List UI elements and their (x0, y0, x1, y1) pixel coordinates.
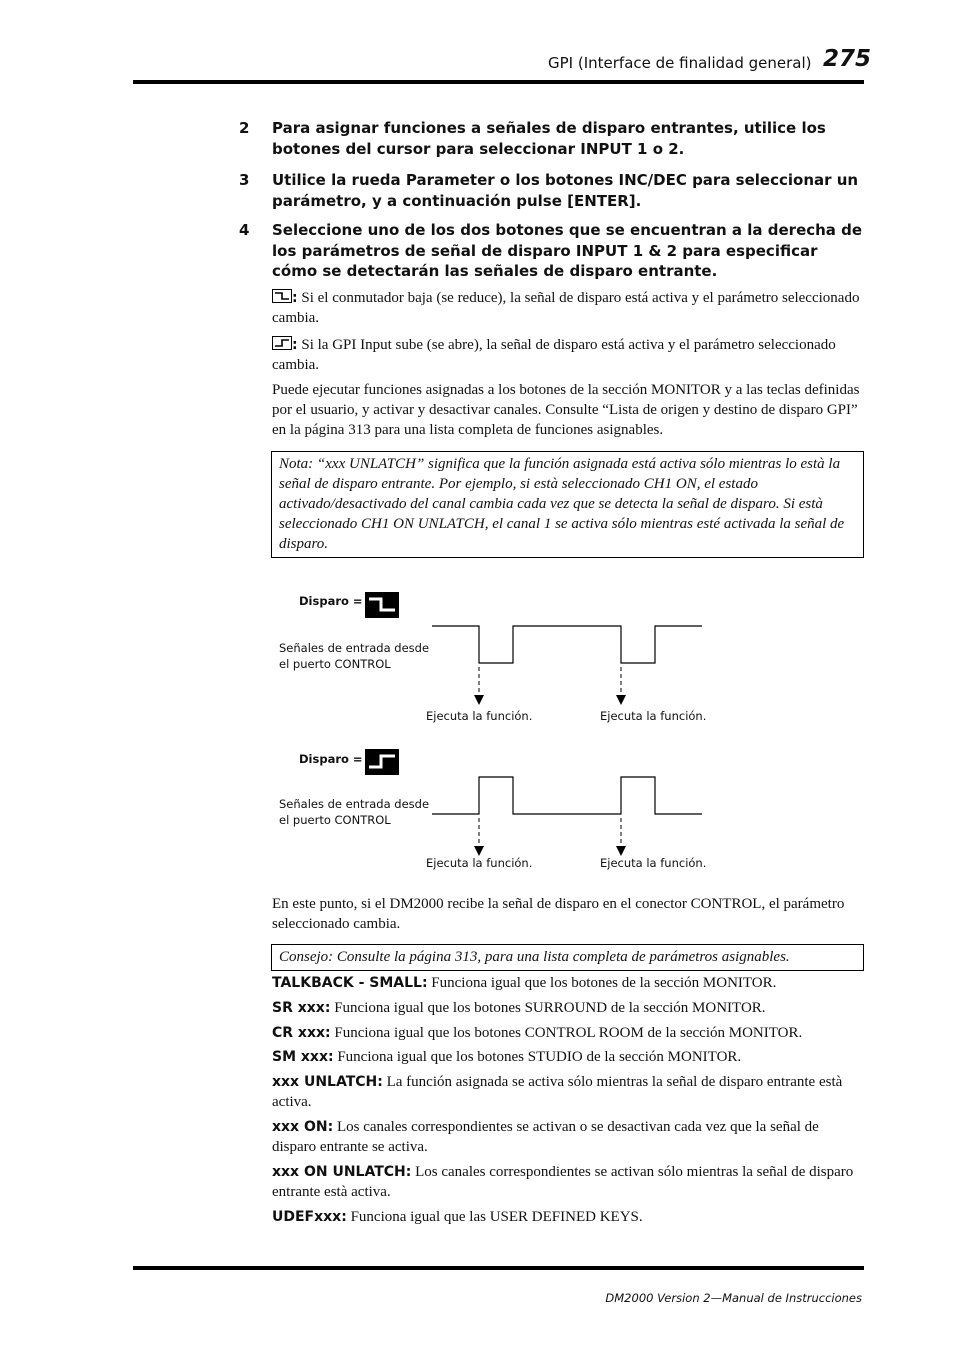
definition-talkback: TALKBACK - SMALL: Funciona igual que los botones de la sección MONITOR. (272, 975, 777, 991)
execute-label: Ejecuta la función. (426, 709, 533, 723)
falling-trigger-text: Si el conmutador baja (se reduce), la señal de disparo está activa y el parámetro seleccionado cambia. (272, 290, 860, 326)
step-number: 4 (239, 221, 250, 239)
tip-box: Consejo: Consulte la página 313, para una lista completa de parámetros asignables. (271, 944, 864, 971)
trigger-label: Disparo = (299, 752, 363, 766)
falling-trigger-description: : Si el conmutador baja (se reduce), la señal de disparo está activa y el parámetro seleccionado cambia. (272, 290, 860, 326)
execute-label: Ejecuta la función. (600, 856, 707, 870)
definition-udef: UDEFxxx: Funciona igual que las USER DEFINED KEYS. (272, 1209, 643, 1225)
signal-label: Señales de entrada desde el puerto CONTROL (279, 641, 430, 671)
point-paragraph: En este punto, si el DM2000 recibe la señal de disparo en el conector CONTROL, el parámetro seleccionado cambia. (272, 896, 845, 932)
page-number: 275 (823, 46, 872, 72)
rising-trigger-icon (365, 749, 399, 775)
functions-paragraph: Puede ejecutar funciones asignadas a los botones de la sección MONITOR y a las teclas definidas por el usuario, y activar y desactivar canales. Consulte “Lista de origen y destino de disparo GPI” en la página 313 para una lista completa de funciones asignables. (272, 382, 860, 438)
rising-trigger-text: Si la GPI Input sube (se abre), la señal de disparo está activa y el parámetro seleccionado cambia. (272, 337, 836, 373)
footer-rule (133, 1266, 864, 1270)
definition-on: xxx ON: Los canales correspondientes se activan o se desactivan cada vez que la señal de disparo entrante se activa. (272, 1119, 819, 1155)
definition-cr: CR xxx: Funciona igual que los botones CONTROL ROOM de la sección MONITOR. (272, 1025, 803, 1041)
step-text: Utilice la rueda Parameter o los botones INC/DEC para seleccionar un parámetro, y a continuación pulse [ENTER]. (272, 171, 859, 210)
falling-edge-icon (272, 289, 292, 303)
definition-sm: SM xxx: Funciona igual que los botones STUDIO de la sección MONITOR. (272, 1049, 742, 1065)
rising-edge-icon (272, 336, 292, 350)
step-text: Seleccione uno de los dos botones que se encuentran a la derecha de los parámetros de señal de disparo INPUT 1 & 2 para especificar cómo se detectarán las señales de disparo entrante. (272, 221, 863, 280)
trigger-label: Disparo = (299, 594, 363, 608)
definition-on-unlatch: xxx ON UNLATCH: Los canales correspondientes se activan sólo mientras la señal de disparo entrante està activa. (272, 1164, 854, 1200)
footer-text: DM2000 Version 2—Manual de Instrucciones (605, 1291, 862, 1305)
step-number: 3 (239, 171, 250, 189)
step-number: 2 (239, 119, 250, 137)
falling-signal-waveform (420, 615, 720, 715)
execute-label: Ejecuta la función. (600, 709, 707, 723)
definition-sr: SR xxx: Funciona igual que los botones SURROUND de la sección MONITOR. (272, 1000, 766, 1016)
step-text: Para asignar funciones a señales de disparo entrantes, utilice los botones del cursor para seleccionar INPUT 1 o 2. (272, 119, 826, 158)
rising-signal-waveform (420, 770, 720, 865)
running-header-title: GPI (Interface de finalidad general) (548, 54, 812, 72)
definition-unlatch: xxx UNLATCH: La función asignada se activa sólo mientras la señal de disparo entrante està activa. (272, 1074, 843, 1110)
note-box: Nota: “xxx UNLATCH” significa que la función asignada está activa sólo mientras lo està la señal de disparo entrante. Por ejemplo, si està seleccionado CH1 ON, el estado activado/desactivado del canal cambia cada vez que se detecta la señal de disparo. Si està seleccionado CH1 ON UNLATCH, el canal 1 se activa sólo mientras esté activada la señal de disparo. (271, 451, 864, 558)
execute-label: Ejecuta la función. (426, 856, 533, 870)
rising-trigger-description: : Si la GPI Input sube (se abre), la señal de disparo está activa y el parámetro seleccionado cambia. (272, 337, 836, 373)
header-rule (133, 80, 864, 84)
signal-label: Señales de entrada desde el puerto CONTROL (279, 797, 430, 827)
falling-trigger-icon (365, 592, 399, 618)
